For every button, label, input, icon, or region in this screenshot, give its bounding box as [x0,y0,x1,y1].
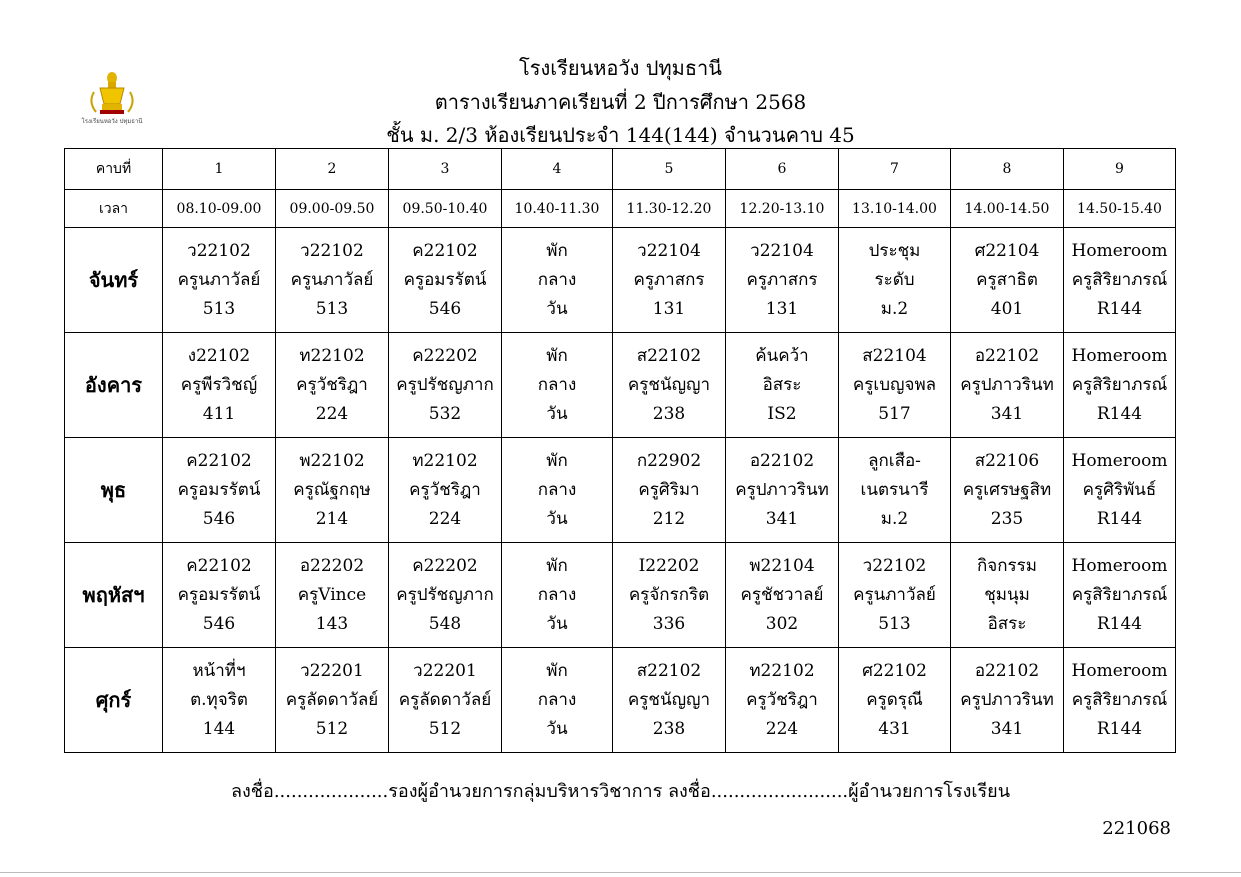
class-cell [1064,543,1176,648]
subject-code: พัก [546,660,568,681]
class-cell [163,228,276,333]
day-name: พฤหัสฯ [65,543,163,648]
teacher-name: ครูชนัญญา [627,689,711,710]
subject-code: ว22104 [637,240,701,261]
period-number: 2 [276,149,389,190]
day-row [65,648,1176,753]
teacher-name: ครูจักรกริต [628,584,710,605]
room-number: วัน [546,508,568,529]
subject-code: ศ22102 [862,660,927,681]
day-row [65,333,1176,438]
teacher-name: อิสระ [762,374,802,395]
subject-code: พัก [546,555,568,576]
teacher-name: กลาง [537,374,577,395]
class-cell [1064,648,1176,753]
room-number: 546 [428,298,462,319]
period-time: 12.20-13.10 [726,190,839,228]
room-number: 131 [652,298,686,319]
class-cell [276,333,389,438]
teacher-name: ครูศิริมา [638,479,700,500]
room-number: วัน [546,298,568,319]
subject-code: ส22102 [636,345,702,366]
class-cell [163,438,276,543]
subject-code: Homeroom [1071,240,1168,261]
teacher-name: ครูปภาวรินท [960,689,1054,710]
teacher-name: ครูนภาวัลย์ [177,269,261,290]
teacher-name: ครูศิริพันธ์ [1082,479,1157,500]
class-cell [389,333,502,438]
room-number: R144 [1096,403,1143,424]
subject-code: อ22102 [974,345,1040,366]
room-number: IS2 [767,403,797,424]
teacher-name: ครูวัชริฎา [409,479,481,500]
room-number: ม.2 [880,298,909,319]
class-cell [389,543,502,648]
subject-code: ค22102 [412,240,478,261]
room-number: 431 [878,718,911,739]
day-name: จันทร์ [65,228,163,333]
subject-code: Homeroom [1071,660,1168,681]
room-number: 411 [202,403,236,424]
teacher-name: ต.ทุจริต [190,689,248,710]
teacher-name: ครูอมรรัตน์ [177,479,261,500]
period-number: 3 [389,149,502,190]
subject-code: ท22102 [749,660,815,681]
teacher-name: ครูวัชริฎา [296,374,368,395]
teacher-name: ครูดรุณี [866,689,923,710]
subject-code: ประชุม [868,240,921,261]
room-number: 532 [428,403,462,424]
class-cell [951,333,1064,438]
signature-line: ลงชื่อ....................รองผู้อำนวยการกลุ่มบริหารวิชาการ ลงชื่อ........................ผู้อำนวยการโรงเรียน [230,781,1011,802]
teacher-name: ครูอมรรัตน์ [403,269,487,290]
period-number: 5 [613,149,726,190]
room-number: ม.2 [880,508,909,529]
teacher-name: ครูสิริยาภรณ์ [1071,374,1168,395]
teacher-name: ครูปรัชญภาก [396,584,494,605]
class-cell [726,228,839,333]
room-number: R144 [1096,613,1143,634]
subject-code: อ22202 [299,555,365,576]
class-cell [502,333,613,438]
period-time: 10.40-11.30 [502,190,613,228]
bottom-rule [0,872,1241,873]
room-number: 513 [202,298,236,319]
subject-code: ส22104 [862,345,927,366]
class-cell [726,648,839,753]
teacher-name: ครูปภาวรินท [960,374,1054,395]
room-number: 224 [428,508,462,529]
teacher-name: ครูชัชวาลย์ [740,584,824,605]
class-info: ชั้น ม. 2/3 ห้องเรียนประจำ 144(144) จำนวนคาบ 45 [386,123,855,147]
room-number: 546 [202,508,236,529]
room-number: 144 [202,718,236,739]
subject-code: ง22102 [187,345,251,366]
class-cell [951,648,1064,753]
teacher-name: ครูลัดดาวัลย์ [285,689,379,710]
class-cell [502,648,613,753]
subject-code: ท22102 [299,345,365,366]
class-cell [502,228,613,333]
teacher-name: ครูนภาวัลย์ [290,269,374,290]
room-number: วัน [546,613,568,634]
room-number: 512 [428,718,462,739]
subject-code: ก22902 [636,450,702,471]
period-number: 1 [163,149,276,190]
class-cell [951,228,1064,333]
class-cell [389,228,502,333]
room-number: 341 [765,508,799,529]
subject-code: หน้าที่ฯ [192,660,246,681]
room-number: 341 [990,403,1024,424]
room-number: วัน [546,718,568,739]
class-cell [276,648,389,753]
teacher-name: กลาง [537,269,577,290]
period-time: 11.30-12.20 [613,190,726,228]
teacher-name: ระดับ [874,269,915,290]
class-cell [613,648,726,753]
class-cell [613,438,726,543]
teacher-name: ครูเศรษฐสิท [962,479,1052,500]
room-number: R144 [1096,508,1143,529]
day-row [65,438,1176,543]
term-title: ตารางเรียนภาคเรียนที่ 2 ปีการศึกษา 2568 [434,90,807,114]
subject-code: ว22201 [413,660,477,681]
teacher-name: ครูภาสกร [633,269,705,290]
room-number: 212 [652,508,686,529]
class-cell [502,438,613,543]
day-name: ศุกร์ [65,648,163,753]
subject-code: ส22102 [636,660,702,681]
room-number: วัน [546,403,568,424]
room-number: 224 [765,718,799,739]
class-cell [163,648,276,753]
class-cell [389,648,502,753]
class-cell [389,438,502,543]
teacher-name: ครูสาธิต [976,269,1038,290]
teacher-name: ครูสิริยาภรณ์ [1071,584,1168,605]
subject-code: Homeroom [1071,555,1168,576]
teacher-name: กลาง [537,689,577,710]
subject-code: พ22102 [299,450,365,471]
room-number: 238 [652,403,686,424]
subject-code: พัก [546,240,568,261]
class-cell [839,228,951,333]
subject-code: ลูกเสือ- [868,450,921,471]
room-number: 302 [765,613,799,634]
teacher-name: ครูภาสกร [746,269,818,290]
room-number: อิสระ [987,613,1027,634]
subject-code: พัก [546,450,568,471]
room-number: 517 [878,403,911,424]
room-number: 512 [315,718,349,739]
subject-code: ค22202 [412,555,478,576]
room-number: 513 [315,298,349,319]
school-name: โรงเรียนหอวัง ปทุมธานี [519,56,722,80]
period-number: 9 [1064,149,1176,190]
room-number: 548 [428,613,462,634]
class-cell [276,228,389,333]
period-time: 08.10-09.00 [163,190,276,228]
room-number: R144 [1096,298,1143,319]
class-cell [951,543,1064,648]
subject-code: ว22102 [862,555,927,576]
class-cell [839,333,951,438]
time-label: เวลา [65,190,163,228]
room-number: 336 [652,613,686,634]
room-number: 235 [990,508,1024,529]
teacher-name: ครูวัชริฎา [746,689,818,710]
day-name: อังคาร [65,333,163,438]
period-time: 14.50-15.40 [1064,190,1176,228]
document-code: 221068 [1102,818,1171,839]
teacher-name: ชุมนุม [984,584,1030,605]
teacher-name: ครูVince [297,584,367,605]
period-time: 13.10-14.00 [839,190,951,228]
day-row [65,543,1176,648]
class-cell [839,543,951,648]
period-number: 6 [726,149,839,190]
teacher-name: ครูปภาวรินท [735,479,829,500]
room-number: 238 [652,718,686,739]
room-number: 546 [202,613,236,634]
teacher-name: ครูเบญจพล [852,374,937,395]
subject-code: พัก [546,345,568,366]
period-number: 7 [839,149,951,190]
teacher-name: ครูปรัชญภาก [396,374,494,395]
teacher-name: ครูนภาวัลย์ [853,584,936,605]
period-label: คาบที่ [65,149,163,190]
subject-code: I22202 [638,555,700,576]
subject-code: ค22102 [186,450,252,471]
teacher-name: ครูพีรวิชญ์ [180,374,258,395]
period-header-row [65,149,1176,190]
class-cell [163,543,276,648]
teacher-name: กลาง [537,584,577,605]
room-number: 341 [990,718,1024,739]
teacher-name: ครูอมรรัตน์ [177,584,261,605]
class-cell [613,333,726,438]
class-cell [1064,438,1176,543]
day-row [65,228,1176,333]
period-number: 4 [502,149,613,190]
timetable [64,148,1176,753]
subject-code: ค22102 [186,555,252,576]
period-time: 09.50-10.40 [389,190,502,228]
subject-code: ว22102 [300,240,364,261]
teacher-name: ครูลัดดาวัลย์ [398,689,492,710]
teacher-name: ครูชนัญญา [627,374,711,395]
class-cell [163,333,276,438]
class-cell [613,543,726,648]
subject-code: ว22104 [750,240,814,261]
class-cell [839,438,951,543]
teacher-name: เนตรนารี [860,479,929,500]
class-cell [951,438,1064,543]
teacher-name: ครูณัฐกฤษ [293,479,371,500]
class-cell [726,438,839,543]
room-number: R144 [1096,718,1143,739]
class-cell [1064,228,1176,333]
svg-text:โรงเรียนหอวัง ปทุมธานี: โรงเรียนหอวัง ปทุมธานี [81,118,143,125]
room-number: 214 [315,508,349,529]
subject-code: Homeroom [1071,345,1168,366]
class-cell [502,543,613,648]
class-cell [726,333,839,438]
room-number: 224 [315,403,349,424]
time-row [65,190,1176,228]
class-cell [613,228,726,333]
subject-code: Homeroom [1071,450,1168,471]
subject-code: พ22104 [749,555,815,576]
period-time: 09.00-09.50 [276,190,389,228]
subject-code: ศ22104 [974,240,1040,261]
teacher-name: ครูสิริยาภรณ์ [1071,269,1168,290]
subject-code: ส22106 [974,450,1040,471]
room-number: 401 [990,298,1024,319]
class-cell [276,438,389,543]
subject-code: ค22202 [412,345,478,366]
class-cell [726,543,839,648]
subject-code: อ22102 [974,660,1040,681]
room-number: 143 [315,613,349,634]
subject-code: กิจกรรม [976,555,1037,576]
class-cell [1064,333,1176,438]
period-number: 8 [951,149,1064,190]
room-number: 131 [765,298,799,319]
period-time: 14.00-14.50 [951,190,1064,228]
class-cell [276,543,389,648]
teacher-name: กลาง [537,479,577,500]
room-number: 513 [878,613,911,634]
class-cell [839,648,951,753]
subject-code: ค้นคว้า [755,345,809,366]
subject-code: ว22201 [300,660,364,681]
subject-code: อ22102 [749,450,815,471]
day-name: พุธ [65,438,163,543]
subject-code: ท22102 [412,450,478,471]
teacher-name: ครูสิริยาภรณ์ [1071,689,1168,710]
subject-code: ว22102 [187,240,251,261]
